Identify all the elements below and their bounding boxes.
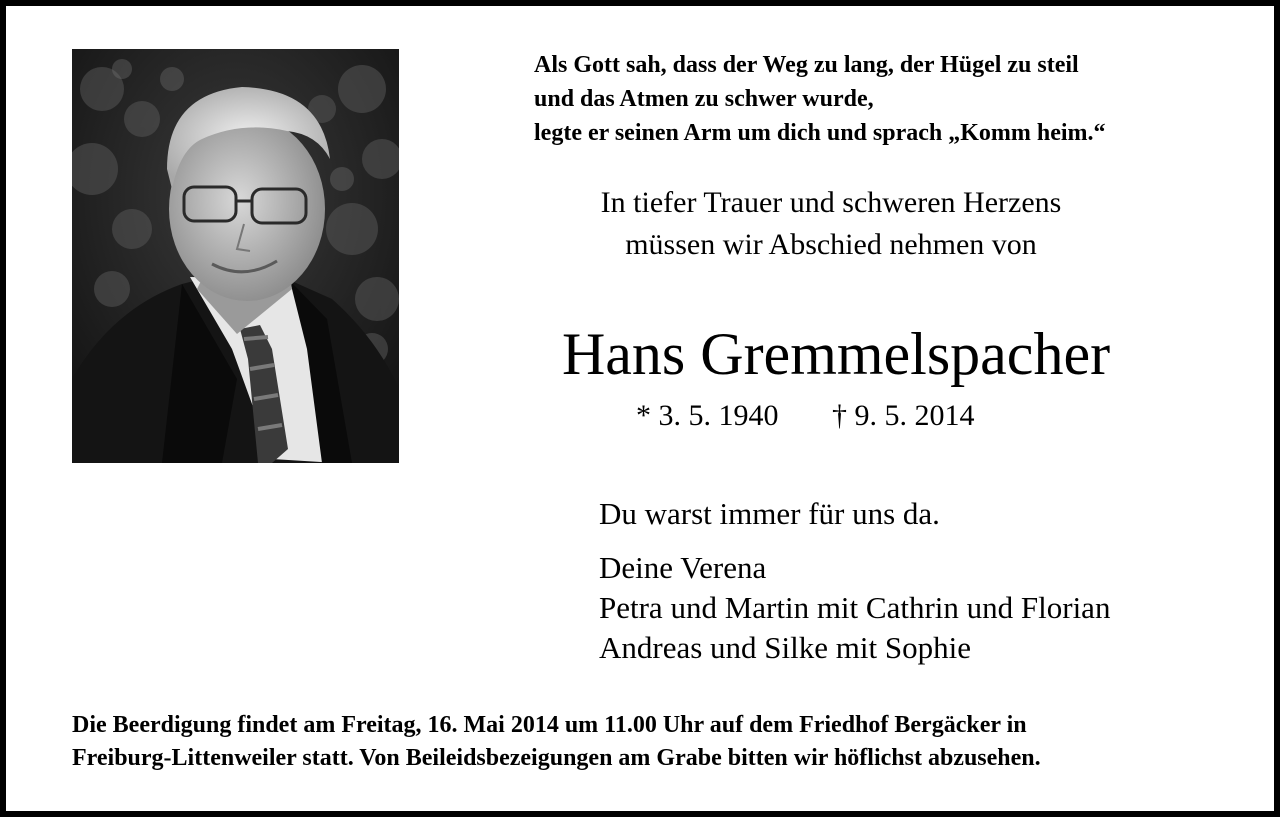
mourner-line: Andreas und Silke mit Sophie <box>599 630 971 665</box>
portrait-photo <box>72 49 399 463</box>
intro-block <box>486 182 1176 266</box>
quote-block <box>534 48 1234 150</box>
motto: Du warst immer für uns da. <box>599 496 940 531</box>
intro-line: müssen wir Abschied nehmen von <box>625 228 1037 261</box>
death-date: † 9. 5. 2014 <box>832 399 975 432</box>
funeral-line: Freiburg-Littenweiler statt. Von Beileidsbezeigungen am Grabe bitten wir höflichst abzusehen. <box>72 745 1041 771</box>
birth-date: * 3. 5. 1940 <box>636 399 779 432</box>
deceased-name: Hans Gremmelspacher <box>561 321 1111 387</box>
portrait-photo-icon <box>72 49 399 463</box>
life-dates <box>636 396 1056 436</box>
quote-line: und das Atmen zu schwer wurde, <box>534 86 874 112</box>
mourners-list <box>599 548 1269 668</box>
quote-line: Als Gott sah, dass der Weg zu lang, der Hügel zu steil <box>534 52 1079 78</box>
mourner-line: Petra und Martin mit Cathrin und Florian <box>599 590 1111 625</box>
funeral-line: Die Beerdigung findet am Freitag, 16. Mai 2014 um 11.00 Uhr auf dem Friedhof Bergäcker in <box>72 712 1027 738</box>
quote-line: legte er seinen Arm um dich und sprach „Komm heim.“ <box>534 120 1106 146</box>
mourner-line: Deine Verena <box>599 550 767 585</box>
intro-line: In tiefer Trauer und schweren Herzens <box>600 186 1062 219</box>
funeral-info <box>72 709 1252 775</box>
